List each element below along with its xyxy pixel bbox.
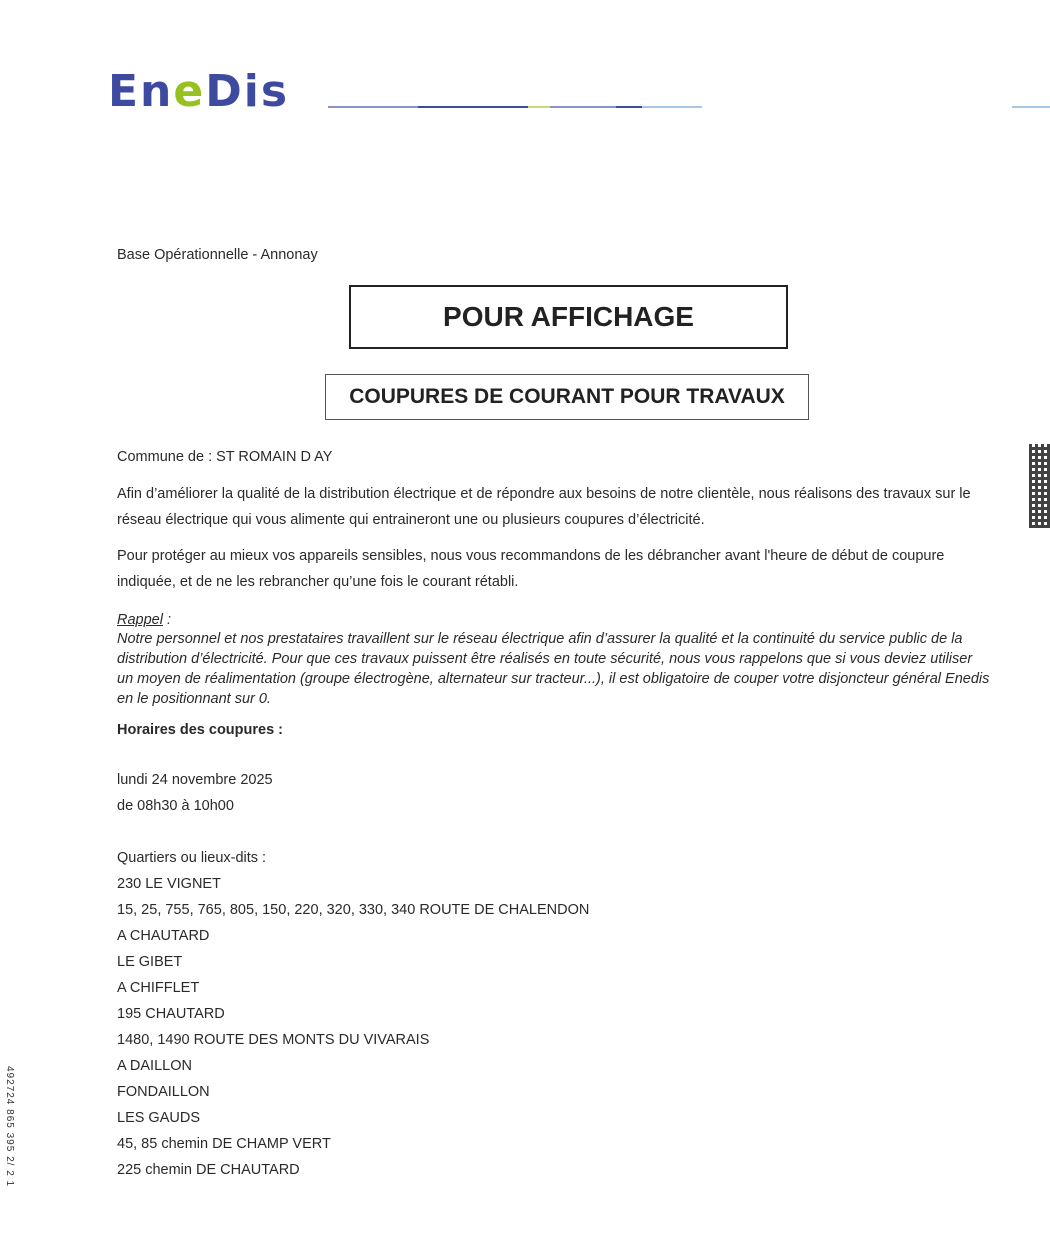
commune-line: Commune de : ST ROMAIN D AY [117, 449, 333, 465]
list-item: 45, 85 chemin DE CHAMP VERT [117, 1136, 331, 1152]
datamatrix-code [1029, 444, 1050, 528]
list-item: FONDAILLON [117, 1084, 210, 1100]
rappel-text: Notre personnel et nos prestataires travaillent sur le réseau électrique afin d’assurer la qualité et la continuité du service public de la distribution d’électricité. Pour que ces travaux puissent être réalisés en toute sécurité, nous vous rappelons que si vous deviez utiliser un moyen de réalimentation (groupe électrogène, alternateur sur tracteur...), il est obligatoire de couper votre disjoncteur général Enedis en le positionnant sur 0. [117, 631, 990, 707]
list-item: 225 chemin DE CHAUTARD [117, 1162, 300, 1178]
title-box [349, 285, 788, 349]
paragraph-intro: Afin d’améliorer la qualité de la distribution électrique et de répondre aux besoins de notre clientèle, nous réalisons des travaux sur le réseau électrique qui vous alimente qui entraineront une ou plusieurs coupures d’électricité. [117, 486, 971, 528]
list-item: 1480, 1490 ROUTE DES MONTS DU VIVARAIS [117, 1032, 430, 1048]
subtitle-box [325, 374, 809, 420]
list-item: LES GAUDS [117, 1110, 200, 1126]
base-operationnelle: Base Opérationnelle - Annonay [117, 247, 318, 263]
enedis-logo-text: EneDis [108, 66, 290, 117]
quartiers-label: Quartiers ou lieux-dits : [117, 850, 267, 866]
margin-reference-code: 492724 865 395 2/ 2 1 [4, 1066, 15, 1188]
locations-list [117, 845, 589, 1183]
list-item: LE GIBET [117, 954, 183, 970]
list-item: 15, 25, 755, 765, 805, 150, 220, 320, 330, 340 ROUTE DE CHALENDON [117, 902, 590, 918]
outage-time: de 08h30 à 10h00 [117, 798, 234, 814]
list-item: 195 CHAUTARD [117, 1006, 225, 1022]
rappel-label: Rappel [117, 612, 163, 628]
list-item: 230 LE VIGNET [117, 876, 221, 892]
rappel-heading: Rappel : [117, 612, 172, 628]
list-item: A CHIFFLET [117, 980, 200, 996]
page-subtitle: COUPURES DE COURANT POUR TRAVAUX [349, 385, 785, 408]
list-item: A CHAUTARD [117, 928, 210, 944]
paragraph-advice: Pour protéger au mieux vos appareils sensibles, nous vous recommandons de les débrancher avant l'heure de début de coupure indiquée, et de ne les rebrancher qu’une fois le courant rétabli. [117, 548, 945, 590]
outage-date: lundi 24 novembre 2025 [117, 772, 273, 788]
list-item: A DAILLON [117, 1058, 192, 1074]
enedis-logo [108, 66, 290, 117]
horaires-heading: Horaires des coupures : [117, 722, 283, 738]
page-title: POUR AFFICHAGE [443, 301, 694, 332]
